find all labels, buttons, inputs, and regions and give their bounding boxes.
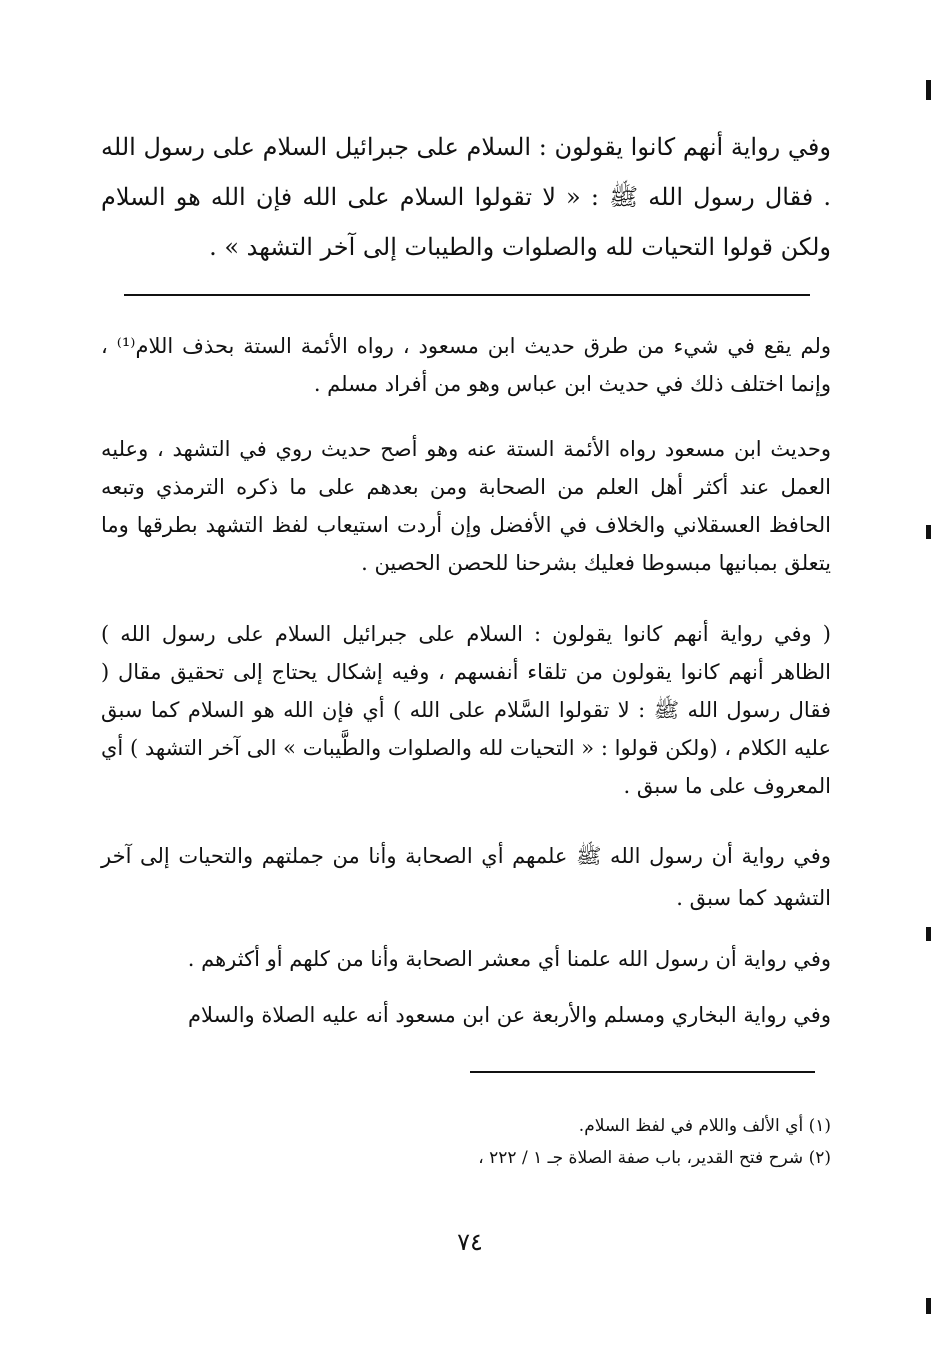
footnote-divider xyxy=(470,1071,815,1073)
commentary-paragraph: وفي رواية أن رسول الله ﷺ علمهم أي الصحابة وأنا من جملتهم والتحيات إلى آخر التشهد كما سبق . xyxy=(101,844,831,910)
commentary-paragraph: ( وفي رواية أنهم كانوا يقولون : السلام على جبرائيل السلام على رسول الله ) الظاهر أنهم كانوا يقولون من تلقاء أنفسهم ، وفيه إشكال يحتاج إلى تحقيق مقال ( فقال رسول الله ﷺ : لا تقولوا السَّلام على الله ) أي فإن الله هو السلام كما سبق عليه الكلام ، (ولكن قولوا : « التحيات لله والصلوات والطَّيبات » الى آخر التشهد ) أي المعروف على ما سبق . xyxy=(101,622,831,798)
section-divider xyxy=(124,294,810,296)
commentary-paragraph: وحديث ابن مسعود رواه الأئمة الستة عنه وهو أصح حديث روي في التشهد ، وعليه العمل عند أكثر أهل العلم من الصحابة ومن بعدهم على ما ذكره الترمذي وتبعه الحافظ العسقلاني والخلاف في الأفضل وإن أردت استيعاب لفظ التشهد بطرقها وما يتعلق بمبانيها مبسوطا فعليك بشرحنا للحصن الحصين . xyxy=(101,437,831,575)
footnote: (٢) شرح فتح القدير، باب صفة الصلاة جـ ١ / ٢٢٢ ، xyxy=(478,1148,831,1168)
commentary-paragraph: ولم يقع في شيء من طرق حديث ابن مسعود ، رواه الأئمة الستة بحذف اللام⁽¹⁾ ، وإنما اختلف ذلك في حديث ابن عباس وهو من أفراد مسلم . xyxy=(101,334,831,396)
hadith-text: وفي رواية أنهم كانوا يقولون : السلام على جبرائيل السلام على رسول الله . فقال رسول الله ﷺ : « لا تقولوا السلام على الله فإن الله هو السلام ولكن قولوا التحيات لله والصلوات والطيبات إلى آخر التشهد » . xyxy=(101,133,831,261)
commentary-paragraph: وفي رواية أن رسول الله علمنا أي معشر الصحابة وأنا من كلهم أو أكثرهم . xyxy=(187,947,831,971)
page-edge-mark xyxy=(926,1298,931,1314)
page-edge-mark xyxy=(926,525,931,539)
footnotes xyxy=(101,1110,831,1174)
page-number: ٧٤ xyxy=(457,1228,483,1256)
page-edge-mark xyxy=(926,927,931,941)
footnote: (١) أي الألف واللام في لفظ السلام. xyxy=(578,1116,831,1136)
page-edge-mark xyxy=(926,80,931,100)
commentary-paragraph: وفي رواية البخاري ومسلم والأربعة عن ابن مسعود أنه عليه الصلاة والسلام xyxy=(188,1003,831,1027)
